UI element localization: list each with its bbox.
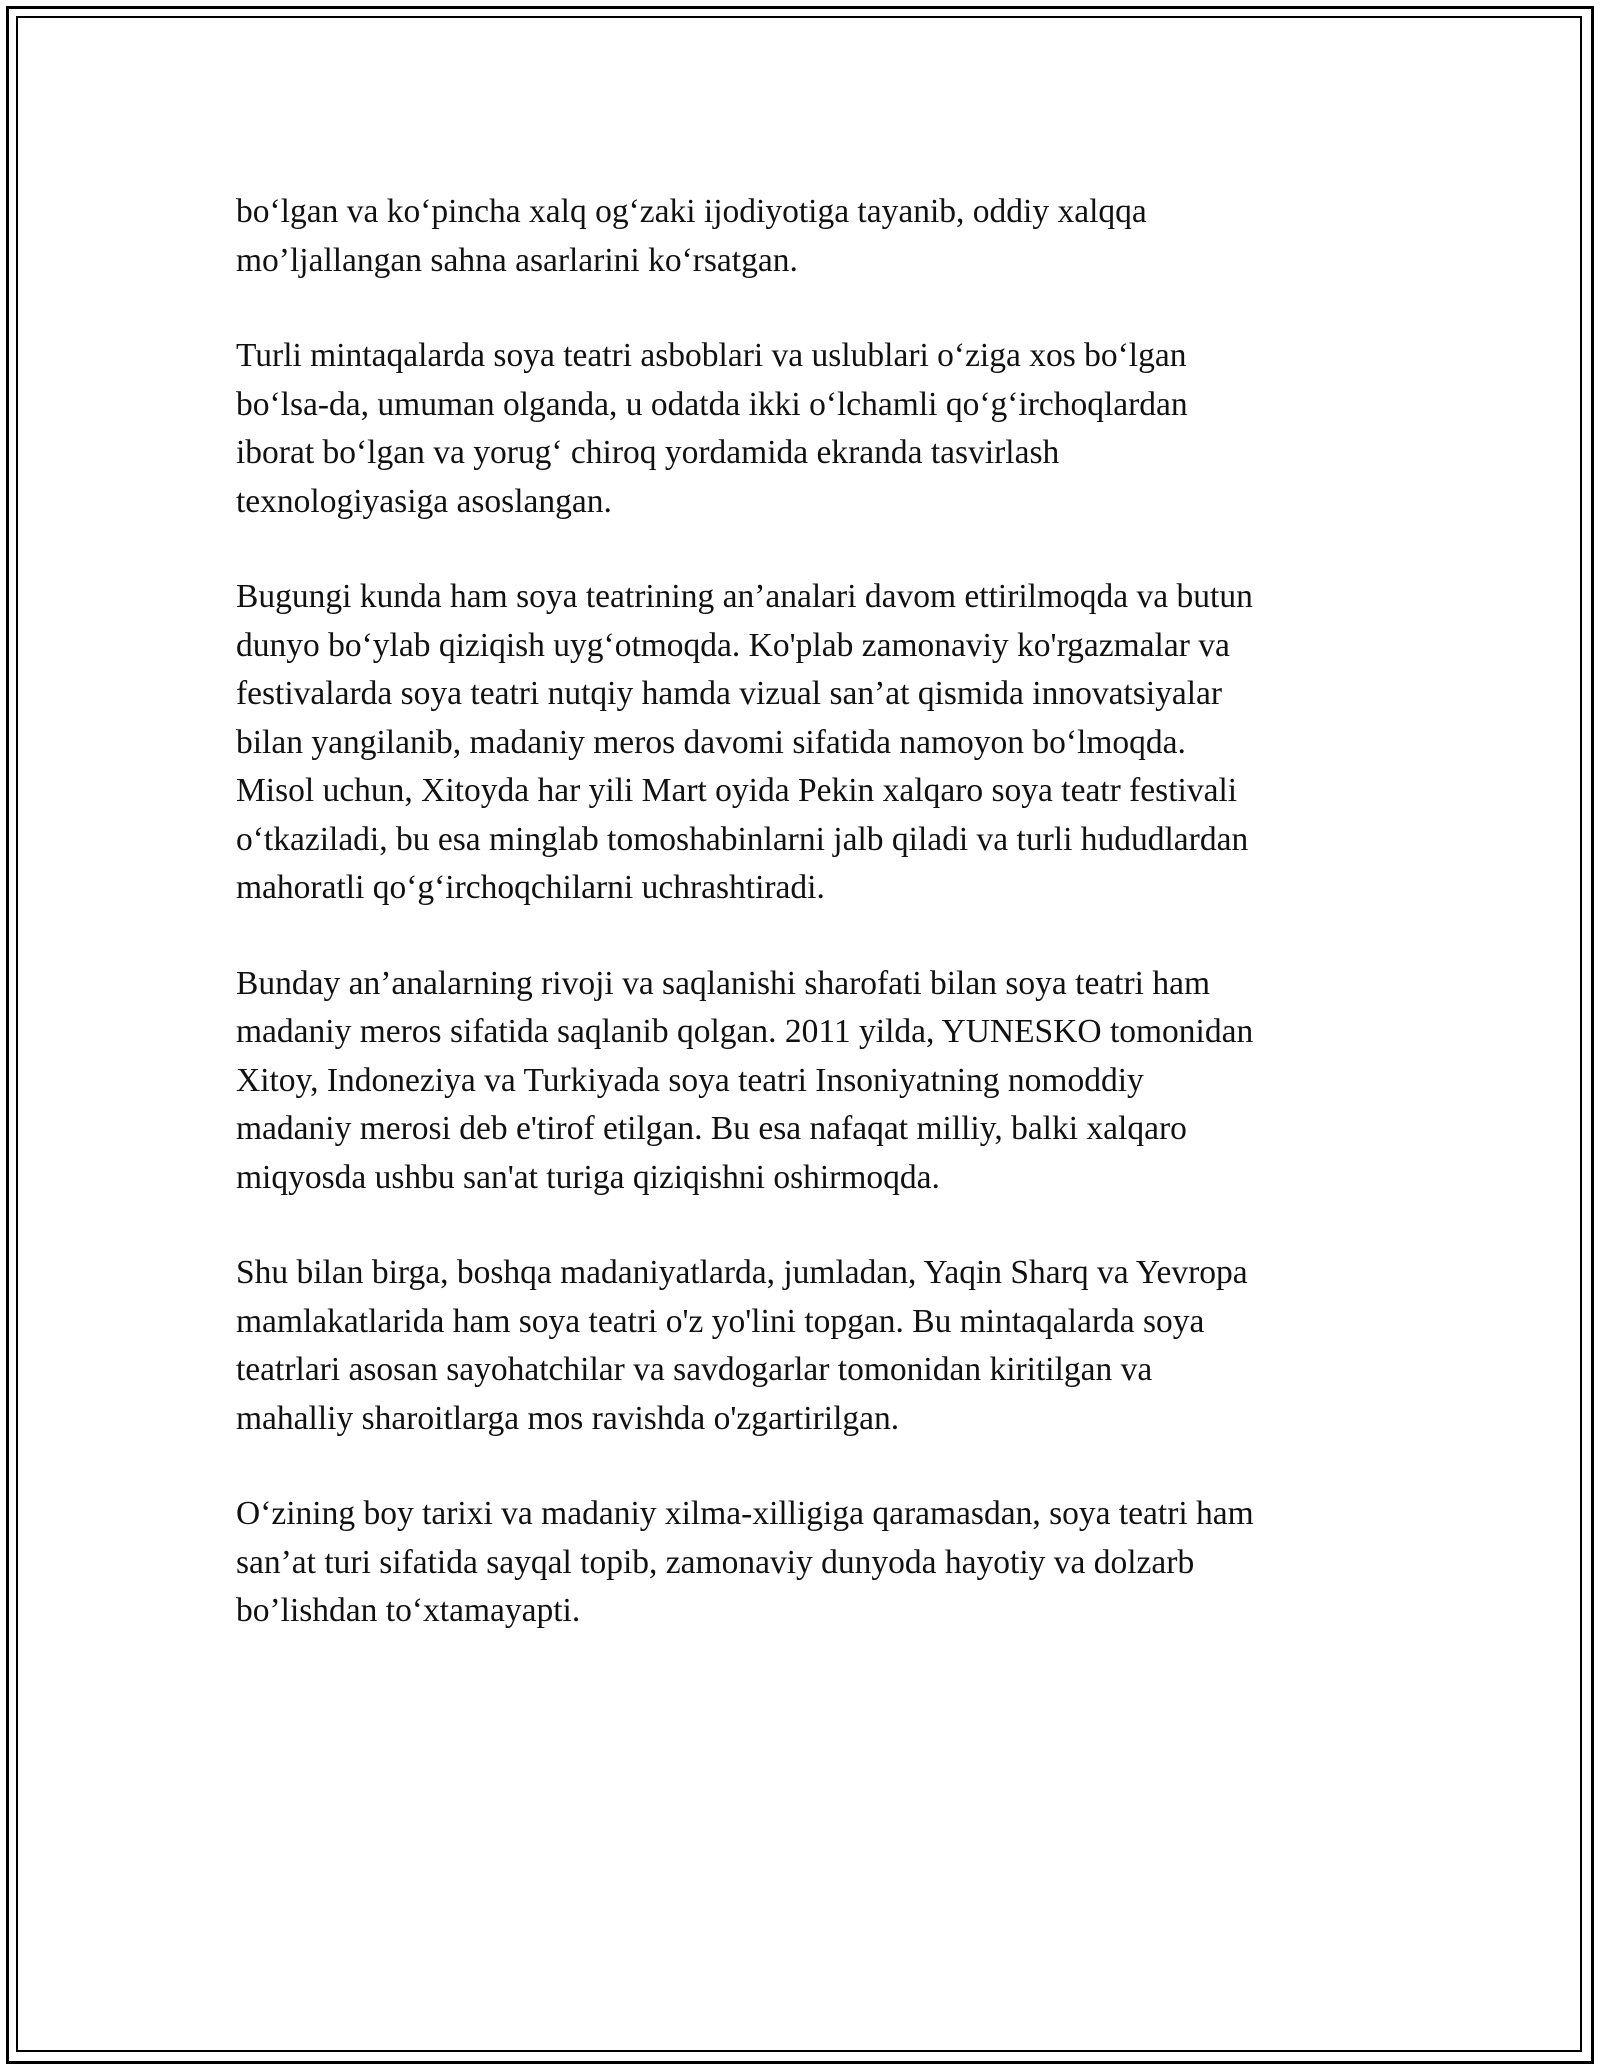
paragraph-4: Bunday an’analarning rivoji va saqlanishi sharofati bilan soya teatri ham madaniy meros sifatida saqlanib qolgan. 2011 yilda, YUNESKO tomonidan Xitoy, Indoneziya va Turkiyada soya teatri Insoniyatning nomoddiy madaniy merosi deb e'tirof etilgan. Bu esa nafaqat milliy, balki xalqaro miqyosda ushbu san'at turiga qiziqishni oshirmoqda. bbox=[236, 964, 1254, 1196]
paragraph-5: Shu bilan birga, boshqa madaniyatlarda, jumladan, Yaqin Sharq va Yevropa mamlakatlarida ham soya teatri o'z yo'lini topgan. Bu mintaqalarda soya teatrlari asosan sayohatchilar va savdogarlar tomonidan kiritilgan va mahalliy sharoitlarga mos ravishda o'zgartirilgan. bbox=[236, 1254, 1248, 1437]
paragraph-1: bo‘lgan va ko‘pincha xalq og‘zaki ijodiyotiga tayanib, oddiy xalqqa mo’ljallangan sahna asarlarini ko‘rsatgan. bbox=[236, 193, 1147, 279]
paragraph-2: Turli mintaqalarda soya teatri asboblari va uslublari o‘ziga xos bo‘lgan bo‘lsa-da, umuman olganda, u odatda ikki o‘lchamli qo‘g‘irchoqlardan iborat bo‘lgan va yorug‘ chiroq yordamida ekranda tasvirlash texnologiyasiga asoslangan. bbox=[236, 337, 1188, 520]
paragraph-3: Bugungi kunda ham soya teatrining an’analari davom ettirilmoqda va butun dunyo bo‘ylab qiziqish uyg‘otmoqda. Ko'plab zamonaviy ko'rgazmalar va festivalarda soya teatri nutqiy hamda vizual san’at qismida innovatsiyalar bilan yangilanib, madaniy meros davomi sifatida namoyon bo‘lmoqda. Misol uchun, Xitoyda har yili Mart oyida Pekin xalqaro soya teatr festivali o‘tkaziladi, bu esa minglab tomoshabinlarni jalb qiladi va turli hududlardan mahoratli qo‘g‘irchoqchilarni uchrashtiradi. bbox=[236, 578, 1253, 906]
paragraph-6: O‘zining boy tarixi va madaniy xilma-xilligiga qaramasdan, soya teatri ham san’at turi sifatida sayqal topib, zamonaviy dunyoda hayotiy va dolzarb bo’lishdan to‘xtamayapti. bbox=[236, 1495, 1254, 1629]
document-body bbox=[236, 188, 1376, 1636]
